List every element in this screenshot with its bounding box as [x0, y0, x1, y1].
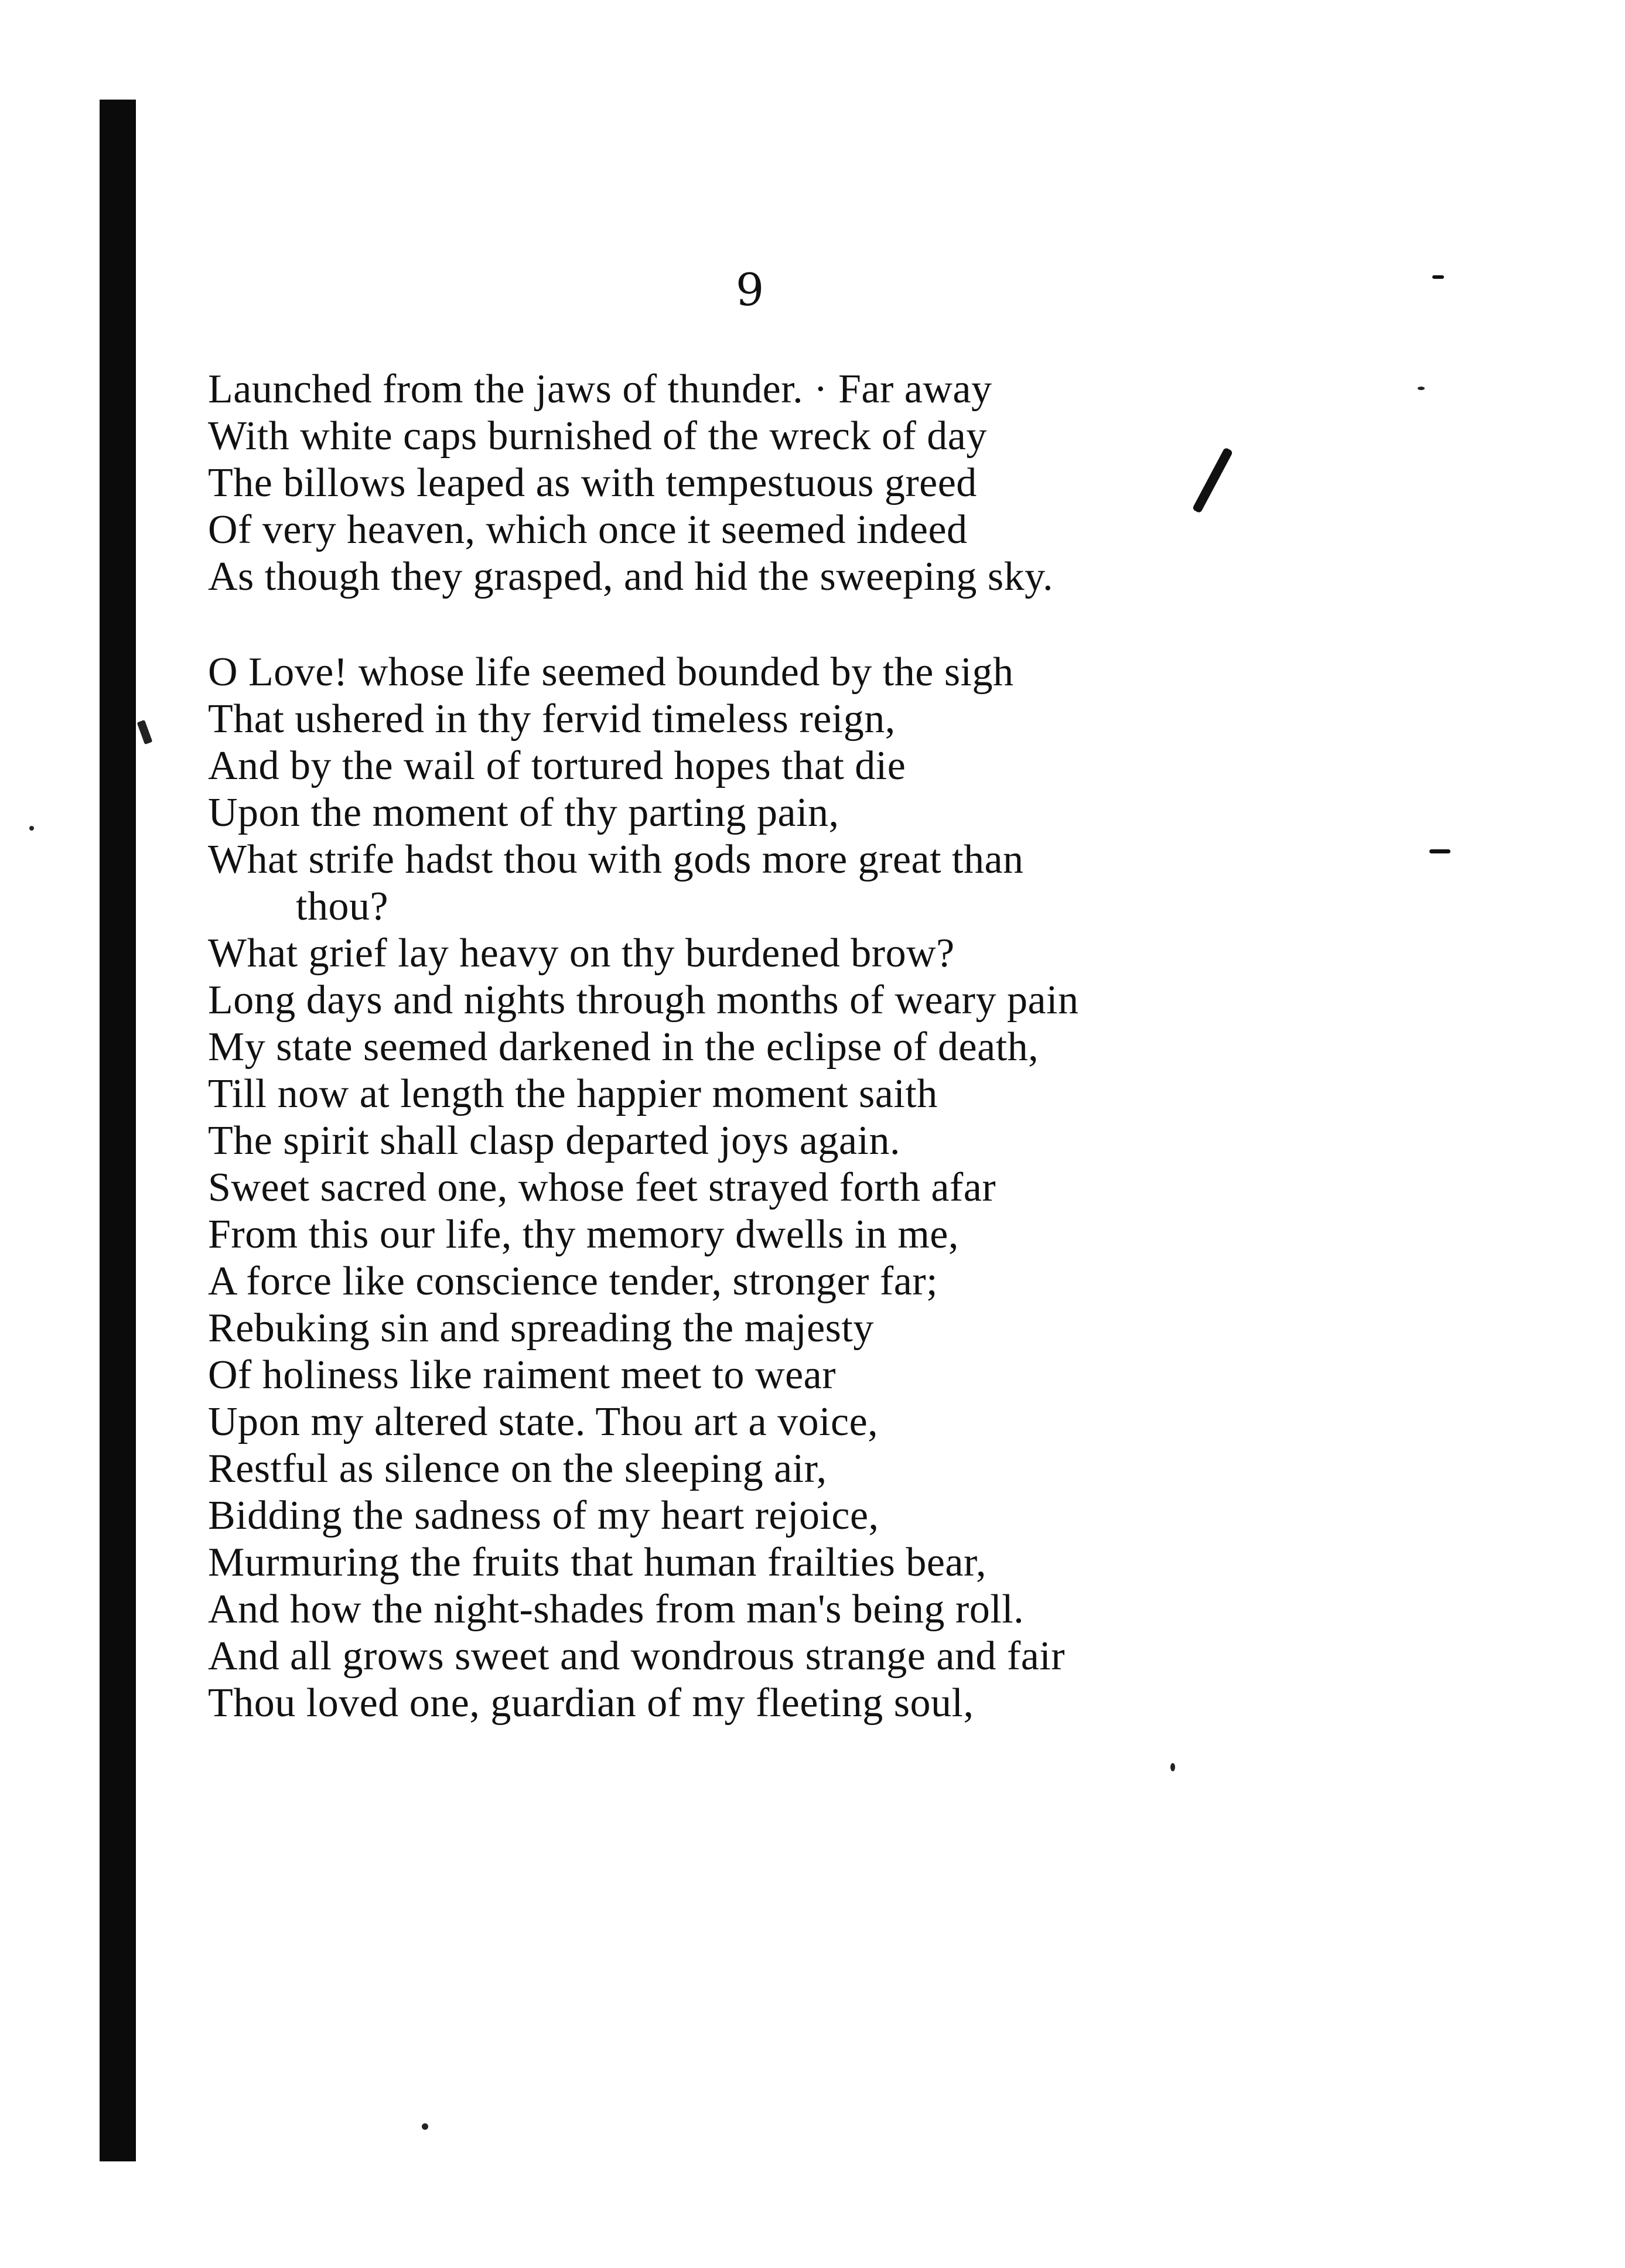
ink-speck [1418, 387, 1425, 390]
ink-speck [422, 2123, 428, 2130]
ink-speck [29, 826, 34, 831]
poem-line: Upon my altered state. Thou art a voice, [208, 1399, 879, 1444]
poem-line: From this our life, thy memory dwells in me, [208, 1212, 959, 1257]
poem-line: With white caps burnished of the wreck of day [208, 414, 987, 459]
poem-line: And all grows sweet and wondrous strange and fair [208, 1634, 1066, 1679]
poem-line: As though they grasped, and hid the sweeping sky. [208, 554, 1054, 599]
margin-dash-mark [1429, 849, 1450, 853]
ink-speck [1170, 1763, 1175, 1771]
poem-line: And by the wail of tortured hopes that die [208, 743, 906, 788]
poem-line: My state seemed darkened in the eclipse of death, [208, 1024, 1039, 1070]
poem-line: Murmuring the fruits that human frailties bear, [208, 1540, 986, 1585]
poem-line: O Love! whose life seemed bounded by the sigh [208, 650, 1014, 695]
poem-line: Restful as silence on the sleeping air, [208, 1446, 827, 1491]
poem-line: And how the night-shades from man's being roll. [208, 1587, 1025, 1632]
poem-line: Sweet sacred one, whose feet strayed forth afar [208, 1165, 996, 1210]
poem-line: Thou loved one, guardian of my fleeting soul, [208, 1680, 974, 1726]
poem-line-continuation: thou? [296, 884, 389, 929]
poem-line: A force like conscience tender, stronger far; [208, 1259, 938, 1304]
margin-dash-mark [1432, 275, 1444, 279]
poem-line: Launched from the jaws of thunder. · Far away [208, 367, 992, 412]
page-number: 9 [735, 264, 764, 316]
poem-line: That ushered in thy fervid timeless reign, [208, 696, 896, 742]
poem-line: Of holiness like raiment meet to wear [208, 1352, 837, 1398]
poem-line: Upon the moment of thy parting pain, [208, 790, 839, 835]
poem-line: The spirit shall clasp departed joys again. [208, 1118, 901, 1163]
poem-line: Bidding the sadness of my heart rejoice, [208, 1493, 879, 1538]
poem-line: The billows leaped as with tempestuous greed [208, 460, 977, 505]
poem-line: What strife hadst thou with gods more great than [208, 837, 1024, 882]
binding-edge [100, 100, 136, 2161]
poem-line: What grief lay heavy on thy burdened brow? [208, 931, 955, 976]
poem-stanza-1 [208, 366, 1321, 600]
poem-line: Rebuking sin and spreading the majesty [208, 1306, 874, 1351]
poem-line: Till now at length the happier moment saith [208, 1071, 938, 1116]
poem-line: Long days and nights through months of weary pain [208, 978, 1079, 1023]
poem-stanza-2 [208, 649, 1321, 1727]
poem-line: Of very heaven, which once it seemed indeed [208, 507, 968, 552]
ink-speck [137, 720, 153, 744]
